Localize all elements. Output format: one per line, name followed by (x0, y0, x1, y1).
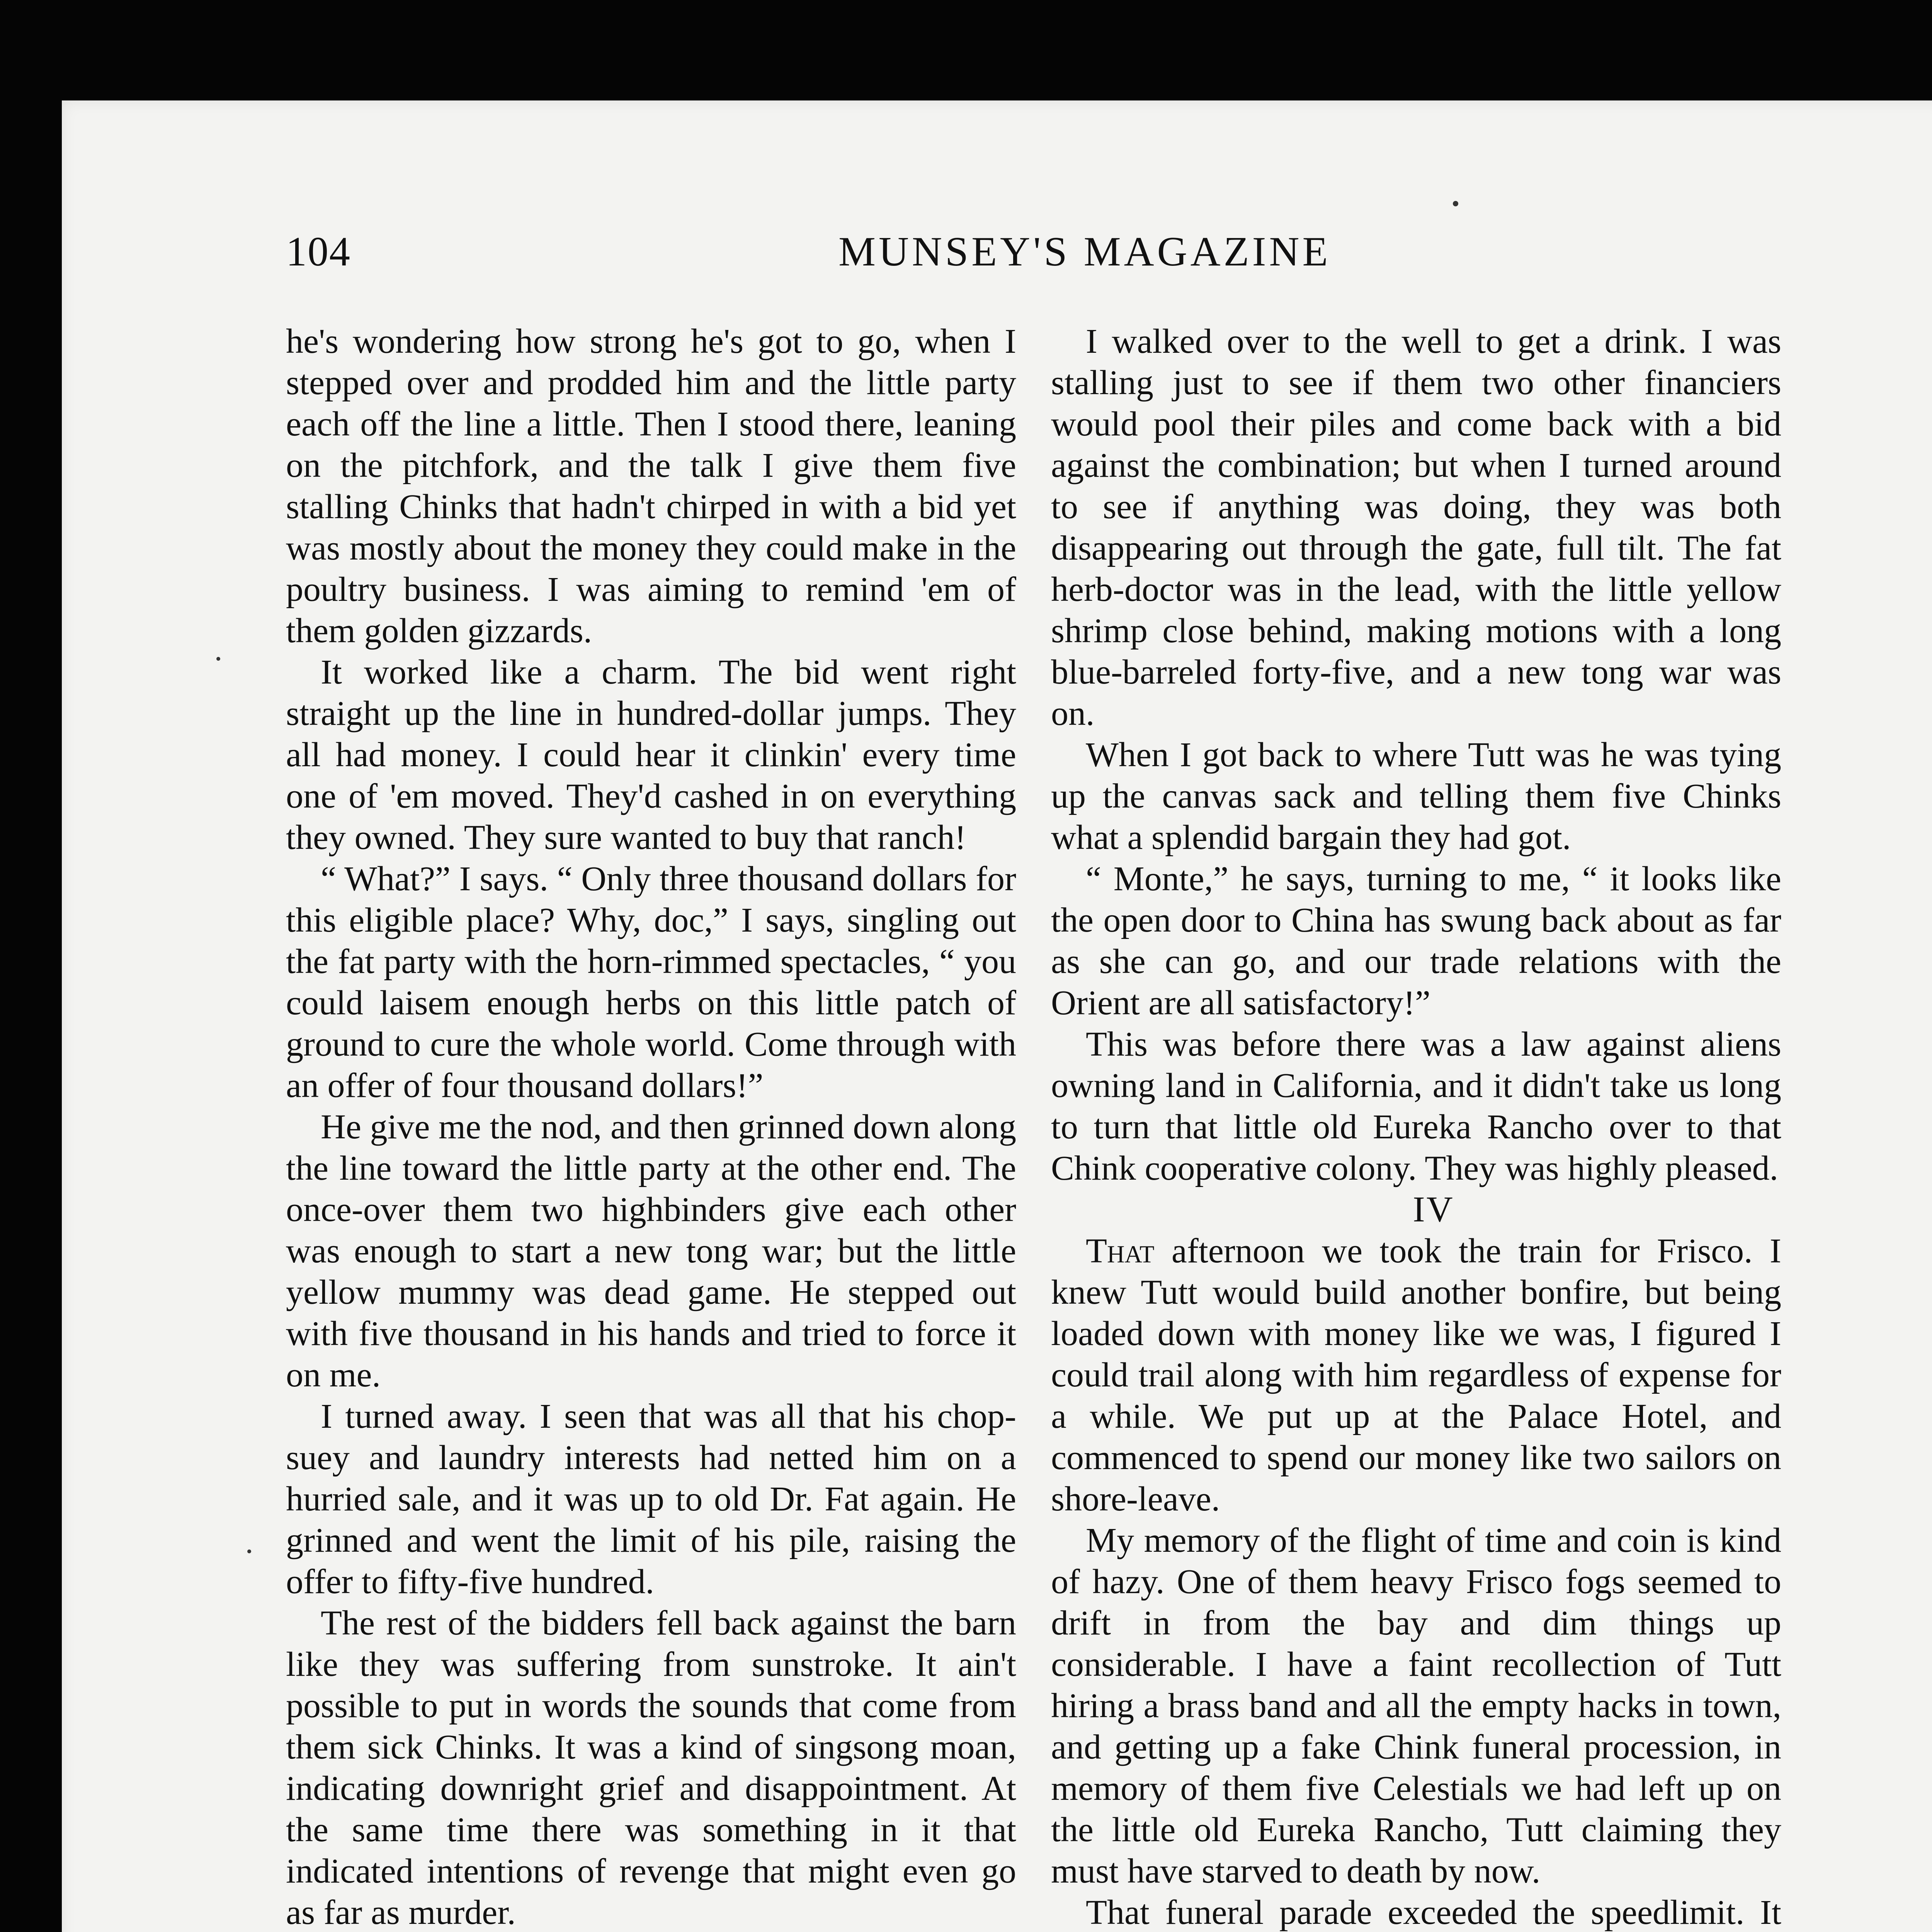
running-head (286, 228, 1793, 290)
scan-speck (247, 1549, 251, 1553)
paragraph: When I got back to where Tutt was he was tying up the canvas sack and telling them five Chinks what a splendid bargain they had got. (1051, 736, 1781, 857)
section-opening-word: That (1086, 1232, 1155, 1270)
paragraph: He give me the nod, and then grinned down along the line toward the little party at the other end. The once-over them two highbinders give each other was enough to start a new tong war; but the little yellow mummy was dead game. He stepped out with five thousand in his hands and tried to force it on me. (286, 1108, 1016, 1394)
paragraph: “ What?” I says. “ Only three thousand dollars for this eligible place? Why, doc,” I says, singling out the fat party with the horn-rimmed spectacles, “ you could laisem enough herbs on this little patch of ground to cure the whole world. Come through with an offer of four thousand dollars!” (286, 860, 1016, 1105)
magazine-title: MUNSEY'S MAGAZINE (838, 229, 1331, 275)
paragraph: It worked like a charm. The bid went right straight up the line in hundred-dollar jumps. They all had money. I could hear it clinkin' every time one of 'em moved. They'd cashed in on everything they owned. They sure wanted to buy that ranch! (286, 653, 1016, 857)
section-numeral: IV (1413, 1189, 1454, 1230)
paragraph: “ Monte,” he says, turning to me, “ it looks like the open door to China has swung back about as far as she can go, and our trade relations with the Orient are all satisfactory!” (1051, 860, 1781, 1022)
paragraph: he's wondering how strong he's got to go, when I stepped over and prodded him and the little party each off the line a little. Then I stood there, leaning on the pitchfork, and the talk I give them five stalling Chinks that hadn't chirped in with a bid yet was mostly about the money they could make in the poultry business. I was aiming to remind 'em of them golden gizzards. (286, 322, 1016, 650)
page-number: 104 (286, 229, 351, 275)
paragraph: I walked over to the well to get a drink. I was stalling just to see if them two other financiers would pool their piles and come back with a bid against the combination; but when I turned around to see if anything was doing, they was both disappearing out through the gate, full tilt. The fat herb-doctor was in the lead, with the little yellow shrimp close behind, making motions with a long blue-barreled forty-five, and a new tong war was on. (1051, 322, 1781, 733)
paragraph: This was before there was a law against aliens owning land in California, and it didn't take us long to turn that little old Eureka Rancho over to that Chink cooperative colony. They was highly pleased. (1051, 1025, 1781, 1187)
paragraph: The rest of the bidders fell back against the barn like they was suffering from sunstroke. It ain't possible to put in words the sounds that come from them sick Chinks. It was a kind of singsong moan, indicating downright grief and disappointment. At the same time there was something in it that indicated intentions of revenge that might even go as far as murder. (286, 1604, 1016, 1932)
scan-speck (1453, 201, 1458, 206)
left-text-column (286, 321, 1016, 1932)
section-opening-paragraph (1051, 1230, 1781, 1520)
paragraph: My memory of the flight of time and coin is kind of hazy. One of them heavy Frisco fogs seemed to drift in from the bay and dim things up considerable. I have a faint recollection of Tutt hiring a brass band and all the empty hacks in town, and getting up a fake Chink funeral procession, in memory of them five Celestials we had left up on the little old Eureka Rancho, Tutt claiming they must have starved to death by now. (1051, 1521, 1781, 1890)
section-opening-text: afternoon we took the train for Frisco. I knew Tutt would build another bonfire, but being loaded down with money like we was, I figured I could trail along with him regardless of expense for a while. We put up at the Palace Hotel, and commenced to spend our money like two sailors on shore-leave. (1051, 1232, 1781, 1518)
scan-speck (216, 657, 220, 661)
paragraph: I turned away. I seen that was all that his chop-suey and laundry interests had netted him on a hurried sale, and it was up to old Dr. Fat again. He grinned and went the limit of his pile, raising the offer to fifty-five hundred. (286, 1397, 1016, 1601)
paragraph: That funeral parade exceeded the speedlimit. It (1086, 1893, 1781, 1932)
right-text-column (1051, 321, 1781, 1932)
